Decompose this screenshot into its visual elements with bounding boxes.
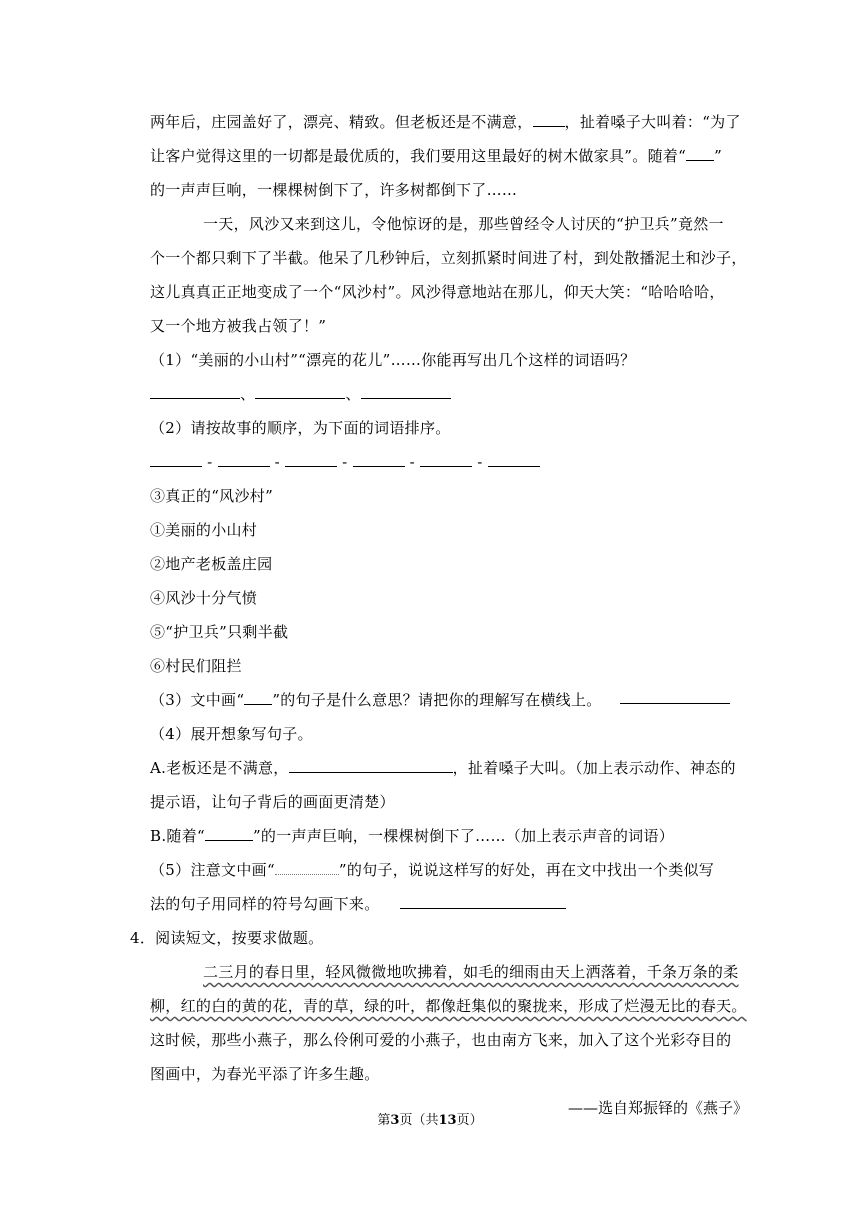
separator: - <box>342 453 348 471</box>
q4b-line <box>150 826 674 846</box>
passage-text: 二三月的春日里，轻风微微地吹拂着，如毛的细雨由天上洒落着，千条万条的柔 <box>203 963 739 981</box>
story-text: ” <box>714 147 723 165</box>
q1-answer-row <box>150 384 451 404</box>
story-line: 的一声声巨响，一棵棵树倒下了，许多树都倒下了…… <box>150 181 518 199</box>
page-number: 3 <box>390 1113 400 1128</box>
answer-blank[interactable] <box>255 384 345 399</box>
answer-blank[interactable] <box>289 758 453 773</box>
story-line <box>150 146 722 166</box>
answer-blank[interactable] <box>150 452 202 467</box>
separator: - <box>207 453 213 471</box>
attribution: ——选自郑振铎的《燕子》 <box>567 1099 748 1117</box>
question-text: ”的句子，说说这样写的好处，再在文中找出一个类似写 <box>338 861 715 879</box>
question-text: ”的一声声巨响，一棵棵树倒下了……（加上表示声音的词语） <box>252 827 675 845</box>
separator: 、 <box>345 385 361 403</box>
answer-blank[interactable] <box>353 452 405 467</box>
question-2: （2）请按故事的顺序，为下面的词语排序。 <box>150 419 451 437</box>
question-text: A.老板还是不满意， <box>150 759 289 777</box>
q2-item: ①美丽的小山村 <box>150 521 258 539</box>
q2-order-row <box>150 452 540 472</box>
question-text: （3）文中画“ <box>150 691 245 709</box>
story-line: 个一个都只剩下了半截。他呆了几秒钟后，立刻抓紧时间进了村，到处散播泥土和沙子， <box>150 249 747 267</box>
passage-line: 图画中，为春光平添了许多生趣。 <box>150 1065 380 1083</box>
separator: 、 <box>240 385 256 403</box>
q4a-line: 提示语，让句子背后的画面更清楚） <box>150 793 395 811</box>
q2-item: ②地产老板盖庄园 <box>150 555 273 573</box>
answer-blank[interactable] <box>400 894 566 909</box>
separator: - <box>409 453 416 471</box>
passage-line: 这时候，那些小燕子，那么伶俐可爱的小燕子，也由南方飞来，加入了这个光彩夺目的 <box>150 1031 732 1049</box>
question-text: （5）注意文中画“ <box>150 861 275 879</box>
question-5-cont <box>150 894 566 914</box>
section-heading: 4．阅读短文，按要求做题。 <box>130 929 324 947</box>
answer-blank[interactable] <box>420 452 472 467</box>
q2-item: ⑤“护卫兵”只剩半截 <box>150 623 289 641</box>
story-line: 一天，风沙又来到这儿，令他惊讶的是，那些曾经令人讨厌的“护卫兵”竟然一 <box>203 215 724 233</box>
answer-blank[interactable] <box>361 384 451 399</box>
question-1: （1）“美丽的小山村”“漂亮的花儿”……你能再写出几个这样的词语吗？ <box>150 351 636 369</box>
passage-text: 柳，红的白的黄的花，青的草，绿的叶，都像赶集似的聚拢来，形成了烂漫无比的春天。 <box>150 997 747 1015</box>
question-3 <box>150 690 602 710</box>
answer-blank[interactable] <box>686 146 714 161</box>
q2-item: ③真正的“风沙村” <box>150 487 274 505</box>
inline-blank <box>244 690 272 705</box>
separator: - <box>477 453 483 471</box>
question-5 <box>150 860 714 880</box>
answer-blank[interactable] <box>218 452 270 467</box>
story-text: 两年后，庄园盖好了，漂亮、精致。但老板还是不满意， <box>150 113 533 131</box>
question-text: ，扯着嗓子大叫。（加上表示动作、神态的 <box>452 759 736 777</box>
story-line: 又一个地方被我占领了！” <box>150 317 327 335</box>
answer-blank[interactable] <box>150 384 240 399</box>
passage-line <box>150 996 747 1016</box>
footer-text: 第 <box>377 1113 391 1128</box>
q2-item: ⑥村民们阻拦 <box>150 657 242 675</box>
q4a-line <box>150 758 736 778</box>
footer-text: 页（共 <box>399 1113 439 1128</box>
story-line <box>150 112 741 132</box>
answer-blank[interactable] <box>533 112 565 127</box>
story-text: ，扯着嗓子大叫着：“为了 <box>564 113 741 131</box>
question-text: B.随着“ <box>150 827 205 845</box>
question-text: 法的句子用同样的符号勾画下来。 <box>150 895 380 913</box>
page-footer <box>0 1112 860 1130</box>
page-total: 13 <box>438 1113 457 1128</box>
q2-item: ④风沙十分气愤 <box>150 589 258 607</box>
answer-blank[interactable] <box>205 826 253 841</box>
separator: - <box>274 453 280 471</box>
answer-blank[interactable] <box>488 452 540 467</box>
footer-text: 页） <box>456 1113 483 1128</box>
q3-answer-line[interactable] <box>620 689 730 704</box>
question-4: （4）展开想象写句子。 <box>150 725 313 743</box>
answer-blank[interactable] <box>285 452 337 467</box>
story-line: 这儿真真正正地变成了一个“风沙村”。风沙得意地站在那儿，仰天大笑：“哈哈哈哈， <box>150 283 725 301</box>
passage-line <box>203 962 739 982</box>
inline-dotted-mark <box>275 860 339 875</box>
question-text: ”的句子是什么意思？请把你的理解写在横线上。 <box>272 691 602 709</box>
story-text: 让客户觉得这里的一切都是最优质的，我们要用这里最好的树木做家具”。随着“ <box>150 147 687 165</box>
